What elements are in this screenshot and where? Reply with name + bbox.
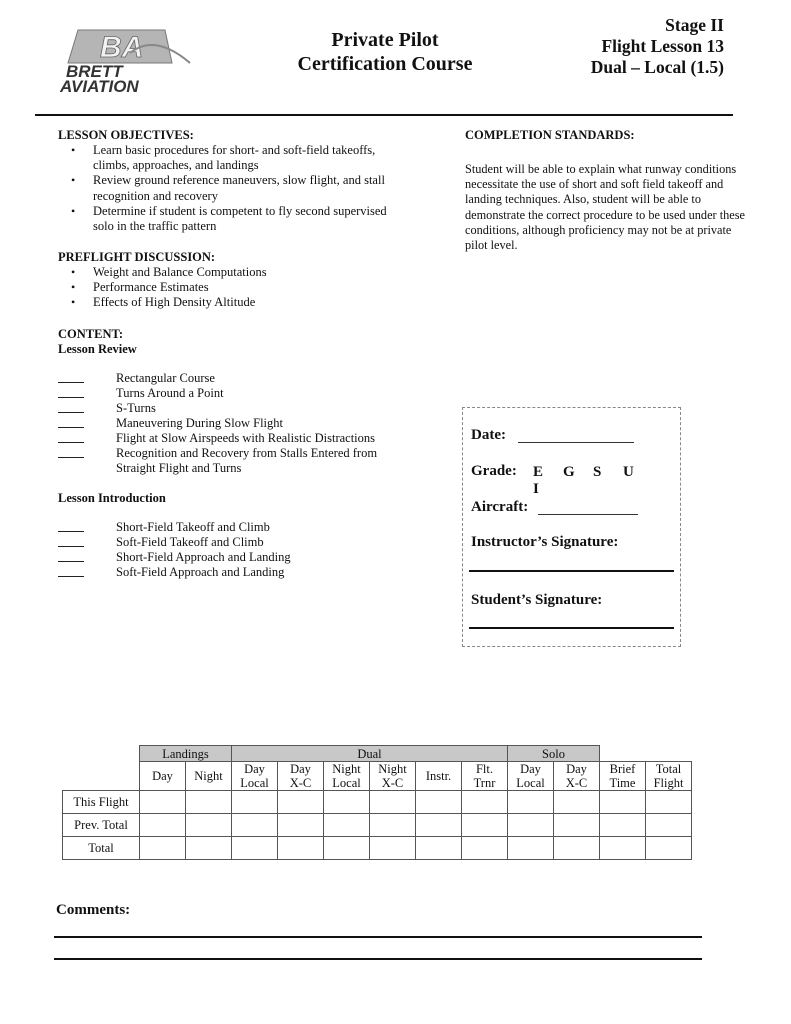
grade-signature-box — [462, 407, 681, 647]
table-cell[interactable] — [508, 814, 554, 837]
flight-log-table — [62, 745, 692, 860]
grade-option-g[interactable]: G — [563, 464, 575, 480]
table-cell[interactable] — [186, 814, 232, 837]
checklist-item: Soft-Field Approach and Landing — [58, 565, 438, 580]
table-cell[interactable] — [278, 837, 324, 860]
lesson-info — [540, 15, 724, 78]
checklist-item-continuation: Straight Flight and Turns — [116, 461, 242, 475]
table-cell[interactable] — [278, 791, 324, 814]
list-item: • Learn basic procedures for short- and soft-field takeoffs, climbs, approaches, and landings — [71, 143, 376, 173]
instructor-signature-label: Instructor’s Signature: — [471, 534, 619, 550]
bullet-icon: • — [71, 173, 76, 188]
table-cell[interactable] — [416, 837, 462, 860]
checkoff-blank[interactable] — [58, 412, 84, 413]
row-label-this-flight: This Flight — [63, 791, 140, 814]
brett-aviation-logo — [60, 25, 200, 95]
table-cell[interactable] — [646, 814, 692, 837]
column-header: Night Local — [324, 762, 370, 791]
table-cell[interactable] — [646, 791, 692, 814]
table-cell[interactable] — [140, 791, 186, 814]
comments-line-2[interactable] — [54, 958, 702, 960]
grade-option-s[interactable]: S — [593, 464, 602, 480]
student-signature-label: Student’s Signature: — [471, 592, 603, 608]
table-cell[interactable] — [646, 837, 692, 860]
table-cell[interactable] — [232, 837, 278, 860]
table-cell[interactable] — [186, 837, 232, 860]
checklist-item: Rectangular Course — [58, 371, 438, 386]
svg-text:AVIATION: AVIATION — [60, 77, 139, 95]
table-cell[interactable] — [232, 814, 278, 837]
group-header-solo: Solo — [508, 746, 600, 762]
aircraft-label: Aircraft: — [471, 499, 529, 515]
instructor-signature-field[interactable] — [469, 570, 674, 572]
table-cell[interactable] — [554, 791, 600, 814]
empty-corner — [63, 762, 140, 791]
grade-label: Grade: — [471, 463, 517, 479]
bullet-icon: • — [71, 265, 76, 279]
table-cell[interactable] — [140, 814, 186, 837]
grade-option-e[interactable]: E — [533, 464, 544, 480]
checkoff-blank[interactable] — [58, 561, 84, 562]
checkoff-blank[interactable] — [58, 442, 84, 443]
grade-option-i[interactable]: I — [533, 481, 539, 497]
column-header: Day X-C — [278, 762, 324, 791]
checkoff-blank[interactable] — [58, 457, 84, 458]
aircraft-field[interactable] — [538, 514, 638, 515]
preflight-list — [58, 265, 428, 311]
content-heading: CONTENT: — [58, 327, 124, 341]
table-row — [63, 791, 692, 814]
list-item: • Review ground reference maneuvers, slow flight, and stall recognition and recovery — [71, 173, 385, 203]
table-cell[interactable] — [186, 791, 232, 814]
table-cell[interactable] — [600, 814, 646, 837]
comments-line-1[interactable] — [54, 936, 702, 938]
table-cell[interactable] — [554, 837, 600, 860]
bullet-icon: • — [71, 295, 76, 310]
lesson-introduction-heading: Lesson Introduction — [58, 491, 166, 505]
table-cell[interactable] — [508, 791, 554, 814]
table-cell[interactable] — [324, 814, 370, 837]
table-row — [63, 837, 692, 860]
checklist-item: Recognition and Recovery from Stalls Entered from — [58, 446, 438, 461]
checkoff-blank[interactable] — [58, 397, 84, 398]
checkoff-blank[interactable] — [58, 427, 84, 428]
grade-option-u[interactable]: U — [623, 464, 634, 480]
svg-text:BRETT: BRETT — [66, 62, 123, 81]
list-item: • Weight and Balance Computations — [71, 265, 267, 279]
lesson-type: Dual – Local (1.5) — [590, 57, 724, 77]
column-header: Night — [186, 762, 232, 791]
row-label-total: Total — [63, 837, 140, 860]
table-cell[interactable] — [508, 837, 554, 860]
table-cell[interactable] — [462, 837, 508, 860]
objectives-list — [58, 143, 428, 234]
checkoff-blank[interactable] — [58, 546, 84, 547]
table-row — [63, 814, 692, 837]
table-cell[interactable] — [370, 837, 416, 860]
column-header: Instr. — [416, 762, 462, 791]
column-header: Flt. Trnr — [462, 762, 508, 791]
column-header: Day Local — [232, 762, 278, 791]
table-cell[interactable] — [416, 814, 462, 837]
table-cell[interactable] — [140, 837, 186, 860]
column-header-row — [63, 762, 692, 791]
column-header: Brief Time — [600, 762, 646, 791]
course-title-line2: Certification Course — [297, 53, 473, 75]
table-cell[interactable] — [370, 814, 416, 837]
table-cell[interactable] — [324, 837, 370, 860]
column-header: Day Local — [508, 762, 554, 791]
completion-standards-section — [465, 128, 745, 253]
bullet-icon: • — [71, 280, 76, 295]
table-cell[interactable] — [416, 791, 462, 814]
checklist-item: Maneuvering During Slow Flight — [58, 416, 438, 431]
row-label-prev-total: Prev. Total — [63, 814, 140, 837]
column-header: Night X-C — [370, 762, 416, 791]
preflight-heading: PREFLIGHT DISCUSSION: — [58, 250, 216, 264]
content-section — [58, 327, 438, 357]
header-divider — [35, 114, 733, 116]
table-cell[interactable] — [600, 791, 646, 814]
group-header-landings: Landings — [140, 746, 232, 762]
grade-options — [533, 464, 680, 498]
column-header: Total Flight — [646, 762, 692, 791]
list-item: • Performance Estimates — [71, 280, 209, 295]
lesson-review-heading: Lesson Review — [58, 342, 137, 356]
empty-corner — [63, 746, 140, 762]
lesson-introduction-list — [58, 520, 438, 580]
checkoff-blank[interactable] — [58, 382, 84, 383]
column-header: Day — [140, 762, 186, 791]
completion-standards-heading: COMPLETION STANDARDS: — [465, 128, 635, 142]
lesson-review-list — [58, 371, 438, 476]
checklist-item: Short-Field Approach and Landing — [58, 550, 438, 565]
table-cell[interactable] — [324, 791, 370, 814]
lesson-objectives-heading: LESSON OBJECTIVES: — [58, 128, 194, 142]
checklist-item: Short-Field Takeoff and Climb — [58, 520, 438, 535]
comments-label: Comments: — [56, 902, 131, 918]
table-cell[interactable] — [278, 814, 324, 837]
course-title-line1: Private Pilot — [331, 29, 439, 51]
group-header-row — [63, 746, 692, 762]
empty-group-cell — [600, 746, 692, 762]
column-header: Day X-C — [554, 762, 600, 791]
table-cell[interactable] — [370, 791, 416, 814]
table-cell[interactable] — [462, 814, 508, 837]
lesson-objectives-section — [58, 128, 428, 234]
logo-mark-icon — [60, 25, 200, 95]
svg-text:BA: BA — [100, 31, 144, 64]
table-cell[interactable] — [232, 791, 278, 814]
table-cell[interactable] — [462, 791, 508, 814]
completion-standards-text: Student will be able to explain what runway conditions necessitate the use of short and soft field takeoff and landing techniques. Also, student will be able to demonstrate the correct procedure to be used under these conditions, although proficiency may not be at private pilot level. — [465, 162, 745, 253]
checklist-item: Soft-Field Takeoff and Climb — [58, 535, 438, 550]
bullet-icon: • — [71, 203, 76, 218]
checkoff-blank[interactable] — [58, 576, 84, 577]
list-item: • Effects of High Density Altitude — [71, 295, 256, 310]
checklist-item: Flight at Slow Airspeeds with Realistic Distractions — [58, 431, 438, 446]
table-cell[interactable] — [600, 837, 646, 860]
checkoff-blank[interactable] — [58, 531, 84, 532]
table-cell[interactable] — [554, 814, 600, 837]
student-signature-field[interactable] — [469, 627, 674, 629]
date-label: Date: — [471, 427, 506, 443]
preflight-discussion-section — [58, 250, 428, 311]
checklist-item: S-Turns — [58, 401, 438, 416]
group-header-dual: Dual — [232, 746, 508, 762]
list-item: • Determine if student is competent to fly second supervised solo in the traffic pattern — [71, 203, 387, 234]
lesson-number: Flight Lesson 13 — [601, 36, 724, 56]
course-title — [260, 28, 510, 76]
stage-label: Stage II — [665, 15, 724, 35]
checklist-item: Turns Around a Point — [58, 386, 438, 401]
date-field[interactable] — [518, 442, 634, 443]
bullet-icon: • — [71, 143, 76, 157]
